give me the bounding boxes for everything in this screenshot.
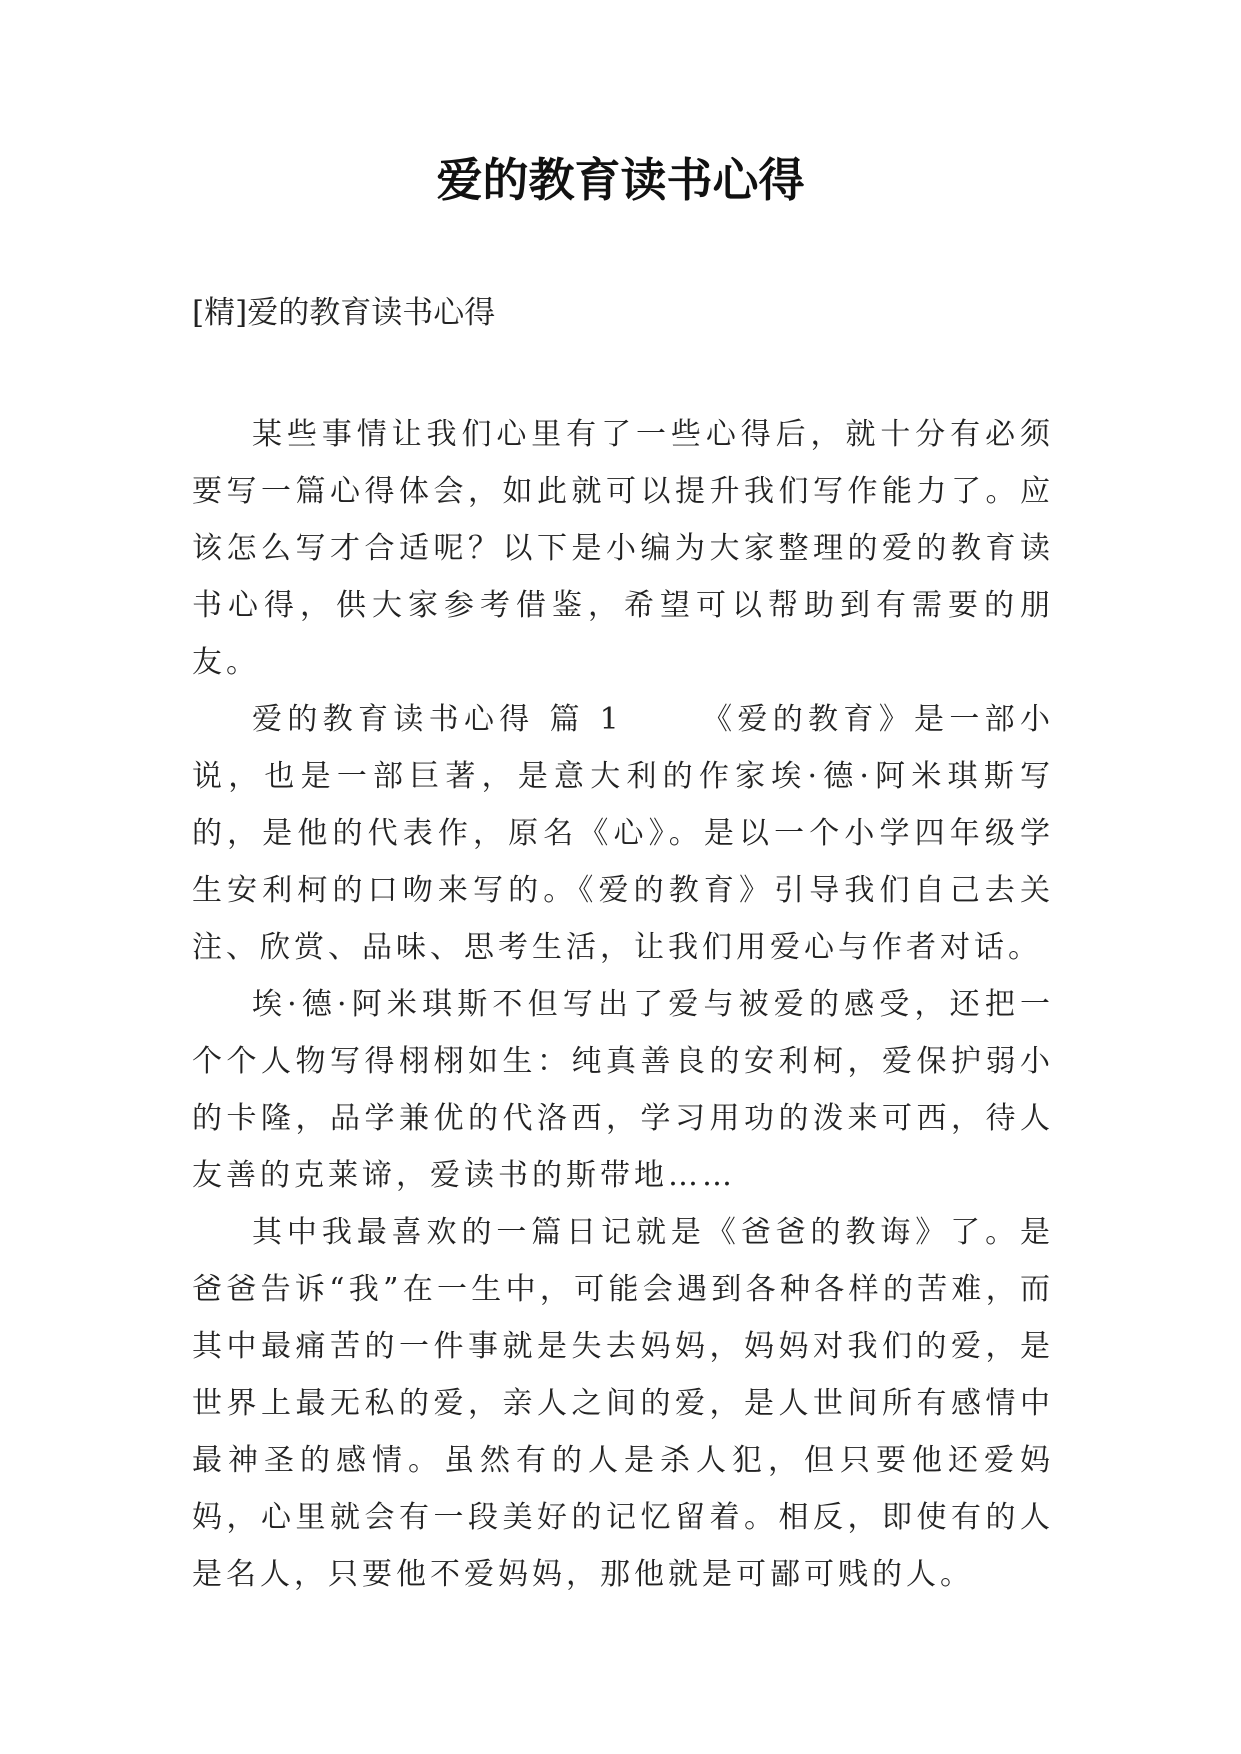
body-paragraph: 埃·德·阿米琪斯不但写出了爱与被爱的感受，还把一个个人物写得栩栩如生：纯真善良的安利柯，爱保护弱小的卡隆，品学兼优的代洛西，学习用功的泼来可西，待人友善的克莱谛，爱读书的斯带地…… — [192, 987, 1054, 1193]
document-subtitle: [精]爱的教育读书心得 — [192, 295, 496, 331]
section-first-text: 《爱的教育》是一部小说，也是一部巨著，是意大利的作家埃·德·阿米琪斯写的，是他的代表作，原名《心》。是以一个小学四年级学生安利柯的口吻来写的。《爱的教育》引导我们自己去关注、欣赏、品味、思考生活，让我们用爱心与作者对话。 — [192, 702, 1055, 965]
body-paragraph: 其中我最喜欢的一篇日记就是《爸爸的教诲》了。是爸爸告诉“我”在一生中，可能会遇到各种各样的苦难，而其中最痛苦的一件事就是失去妈妈，妈妈对我们的爱，是世界上最无私的爱，亲人之间的爱，是人世间所有感情中最神圣的感情。虽然有的人是杀人犯，但只要他还爱妈妈，心里就会有一段美好的记忆留着。相反，即使有的人是名人，只要他不爱妈妈，那他就是可鄙可贱的人。 — [192, 1215, 1054, 1592]
document-body — [192, 406, 1054, 1603]
intro-paragraph: 某些事情让我们心里有了一些心得后，就十分有必须要写一篇心得体会，如此就可以提升我们写作能力了。应该怎么写才合适呢？以下是小编为大家整理的爱的教育读书心得，供大家参考借鉴，希望可以帮助到有需要的朋友。 — [192, 417, 1054, 680]
document-title: 爱的教育读书心得 — [436, 153, 805, 207]
section-heading: 爱的教育读书心得 篇 1 — [252, 702, 623, 737]
section-paragraph — [192, 691, 1054, 976]
